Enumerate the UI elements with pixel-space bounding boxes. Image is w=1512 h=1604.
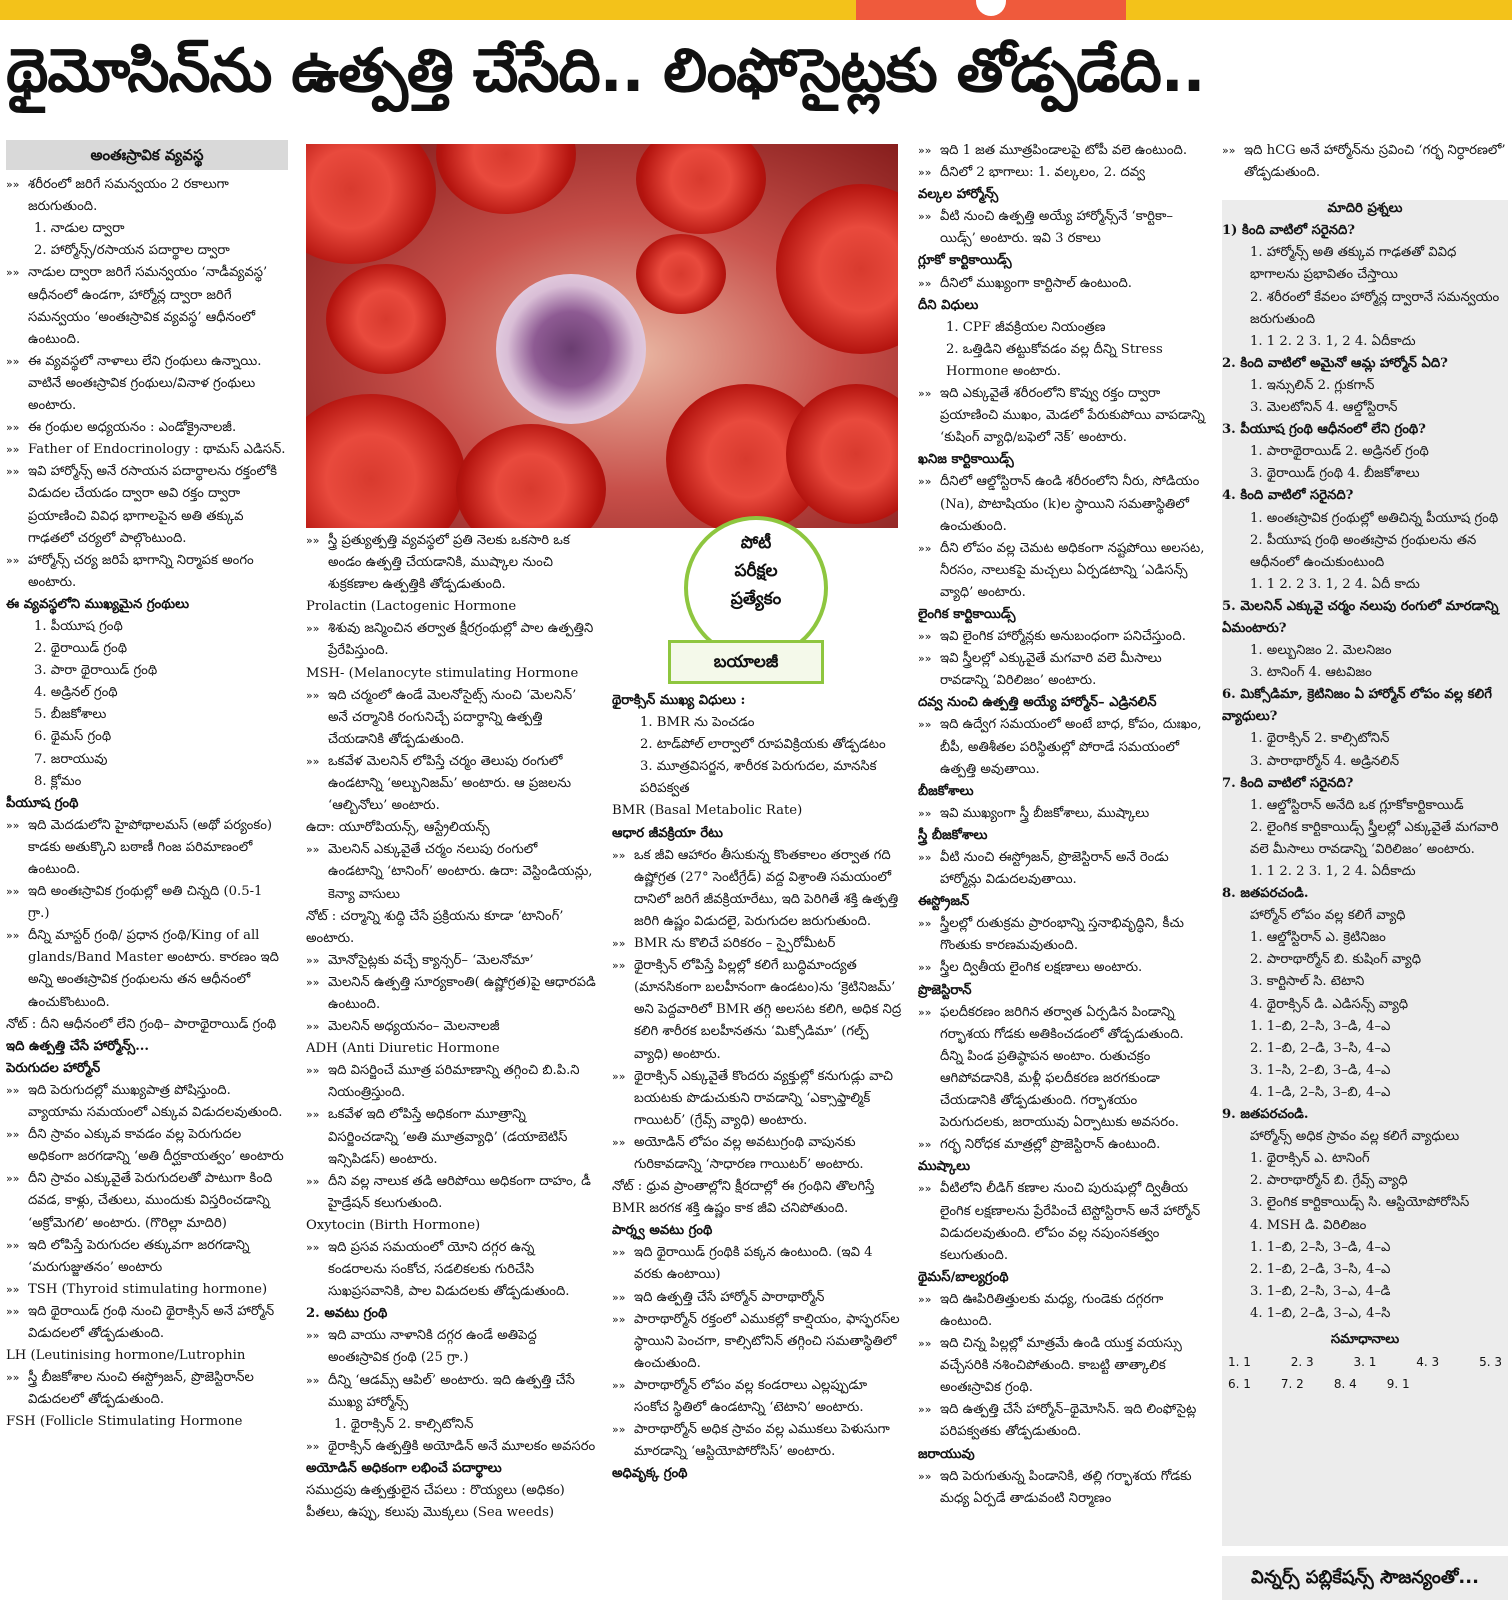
bullet-item: »» ఇది మెదడులోని హైపోథాలమస్ (అథో పర్యంకం) కాడకు అతుక్కొని బఠాణీ గింజ పరిమాణంలో ఉంటుంది. [6, 815, 288, 881]
text-line: 2. పీయూష గ్రంథి అంతఃస్రావ గ్రంథులను తన ఆధీనంలో ఉంచుకుంటుంది [1250, 532, 1477, 570]
text-line: 3. మెలటోనిన్ 4. ఆల్డోస్టిరాన్ [1250, 400, 1398, 416]
text-line: 3. పారాథార్మోన్ 4. అడ్రినలిన్ [1250, 753, 1400, 769]
bullet-item: »» ఇవి ముఖ్యంగా స్త్రీ బీజకోశాలు, ముష్కాలు [918, 803, 1208, 825]
column-3-body [612, 690, 902, 1485]
text-line: 1. పారాథైరాయిడ్ 2. అడ్రినల్ గ్రంథి [1250, 444, 1429, 460]
badge-line-3: ప్రత్యేకం [730, 589, 782, 609]
questions-list [1222, 220, 1508, 1325]
text-line: 1. అంతఃస్రావిక గ్రంథుల్లో అతిచిన్న పీయూష గ్రంథి [1250, 510, 1499, 526]
subheading: ప్రొజెస్టిరాన్ [918, 982, 972, 998]
column-4 [918, 140, 1208, 1600]
column-4-body [918, 140, 1208, 1510]
bullet-item: »» వీటి నుంచి ఈస్ట్రోజన్, ప్రొజెస్టిరాన్ అనే రెండు హార్మోన్లు విడుదలవుతాయి. [918, 847, 1208, 891]
text-line: Oxytocin (Birth Hormone) [306, 1217, 481, 1233]
bullet-item: »» ఇది థైరాయిడ్ గ్రంథికి పక్కన ఉంటుంది. (ఇవి 4 వరకు ఉంటాయి) [612, 1242, 902, 1286]
text-line: 7. జరాయువు [34, 751, 108, 767]
subheading: 7. కింది వాటిలో సరైనది? [1222, 775, 1354, 791]
text-line: హార్మోన్స్ అధిక స్రావం వల్ల కలిగే వ్యాధులు [1250, 1129, 1460, 1145]
text-line: BMR (Basal Metabolic Rate) [612, 803, 803, 819]
text-line: 3. మూత్రవిసర్జన, శారీరక పెరుగుదల, మానసిక పరిపక్వత [640, 759, 877, 797]
subheading: ఈస్ట్రోజన్ [918, 894, 970, 910]
bullet-item: »» స్త్రీ బీజకోశాల నుంచి ఈస్ట్రోజన్, ప్రొజెస్టిరాన్‌ల విడుదలలో తోడ్పడుతుంది. [6, 1367, 288, 1411]
text-line: ఉదా: యూరోపియన్స్, ఆస్ట్రేలియన్స్ [306, 820, 490, 836]
bullet-item: »» శరీరంలో జరిగే సమన్వయం 2 రకాలుగా జరుగుతుంది. [6, 174, 288, 218]
bullet-item: »» మెలనిన్ ఉత్పత్తి సూర్యకాంతి( ఉష్ణోగ్రత)పై ఆధారపడి ఉంటుంది. [306, 972, 596, 1016]
subheading: వల్కల హార్మోన్స్ [918, 187, 999, 203]
text-line: 5. బీజకోశాలు [34, 707, 107, 723]
answer: 6. 1 [1228, 1377, 1251, 1392]
text-line: 4. 1–డి, 2–సి, 3–బి, 4–ఎ [1250, 1084, 1391, 1100]
text-line: 1. థైరాక్సిన్ 2. కాల్సిటోనిన్ [334, 1416, 474, 1432]
bullet-item: »» గర్భ నిరోధక మాత్రల్లో ప్రొజెస్టిరాన్ ఉంటుంది. [918, 1134, 1208, 1156]
bullet-item: »» దీనిలో ముఖ్యంగా కార్టిసాల్ ఉంటుంది. [918, 273, 1208, 295]
blood-cells-image [306, 144, 898, 528]
text-line: 3. థైరాయిడ్ గ్రంథి 4. బీజకోశాలు [1250, 466, 1420, 482]
subheading: అయోడిన్ అధికంగా లభించే పదార్థాలు [306, 1460, 502, 1476]
bullet-item: »» వీటిలోని లీడిగ్ కణాల నుంచి పురుషుల్లో ద్వితీయ లైంగిక లక్షణాలను ప్రేరేపించే టెస్టోస్టిరాన్ అనే హార్మోన్ విడుదలవుతుంది. లోపం వల్ల నపుంసకత్వం కలుగుతుంది. [918, 1178, 1208, 1266]
text-line: 3. లైంగిక కార్టికాయిడ్స్ సి. ఆస్టియోపోరోసిస్ [1250, 1195, 1470, 1211]
text-line: 1. BMR ను పెంచడం [640, 715, 755, 731]
bullet-item: »» స్త్రీలల్లో రుతుక్రమ ప్రారంభాన్ని స్తనాభివృద్ధిని, కీచు గొంతుకు కారణమవుతుంది. [918, 913, 1208, 957]
bullet-item: »» Father of Endocrinology : థామస్ ఎడిసన్. [6, 439, 288, 461]
bullet-item: »» మెలనిన్ ఎక్కువైతే చర్మం నలుపు రంగులో ఉండటాన్ని ‘టానింగ్’ అంటారు. ఉదా: వెస్టిండియన్లు, కెన్యా వాసులు [306, 839, 596, 905]
text-line: 2. 1–బి, 2–డి, 3–సి, 4–ఎ [1250, 1261, 1391, 1277]
text-line: 1. ఇన్సులిన్ 2. గ్లుకగాన్ [1250, 377, 1375, 393]
text-line: 1. ఆల్డోస్టిరాన్ ఎ. క్రెటినిజం [1250, 930, 1386, 946]
text-line: 1. అల్బునిజం 2. మెలనిజం [1250, 643, 1392, 659]
answer: 1. 1 [1228, 1355, 1251, 1370]
bullet-item: »» ఇది వాయు నాళానికి దగ్గర ఉండే అతిపెద్ద అంతఃస్రావిక గ్రంథి (25 గ్రా.) [306, 1325, 596, 1369]
bullet-item: »» ఇది చిన్న పిల్లల్లో మాత్రమే ఉండి యుక్త వయస్సు వచ్చేసరికి నశించిపోతుంది. కాబట్టి తాత్కాలిక అంతఃస్రావిక గ్రంథి. [918, 1333, 1208, 1399]
text-line: FSH (Follicle Stimulating Hormone [6, 1414, 243, 1430]
bullet-item: »» ఈ వ్యవస్థలో నాళాలు లేని గ్రంథులు ఉన్నాయి. వాటినే అంతఃస్రావిక గ్రంథులు/వినాళ గ్రంథులు అంటారు. [6, 351, 288, 417]
bullet-item: »» దీనిలో ఆల్డోస్టిరాన్ ఉండి శరీరంలోని నీరు, సోడియం (Na), పొటాషియం (k)ల స్థాయిని సమతాస్థితిలో ఉంచుతుంది. [918, 471, 1208, 537]
bullet-item: »» మోనోసైట్లకు వచ్చే క్యాన్సర్– ‘మెలనోమా’ [306, 950, 596, 972]
bullet-item: »» ఇది పెరుగుతున్న పిండానికి, తల్లి గర్భాశయ గోడకు మధ్య ఏర్పడే తాడువంటి నిర్మాణం [918, 1466, 1208, 1510]
text-line: 3. 1–సి, 2–బి, 3–డి, 4–ఎ [1250, 1062, 1391, 1078]
answers-row-1 [1222, 1351, 1508, 1373]
bullet-item: »» ఇవి స్త్రీలల్లో ఎక్కువైతే మగవారి వలె మీసాలు రావడాన్ని ‘విరిలిజం’ అంటారు. [918, 648, 1208, 692]
answer: 9. 1 [1386, 1377, 1410, 1392]
subheading: దీని విధులు [918, 297, 979, 313]
bullet-item: »» దీన్ని మాస్టర్ గ్రంథి/ ప్రధాన గ్రంథి/King of all glands/Band Master అంటారు. కారణం ఇది అన్ని అంతఃస్రావిక గ్రంథులను తన ఆధీనంలో ఉంచుకొంటుంది. [6, 925, 288, 1013]
bullet-item: »» ఇది ప్రసవ సమయంలో యోని దగ్గర ఉన్న కండరాలను సంకోచ, సడలికలకు గురిచేసి సుఖప్రసవానికి, పాల విడుదలకు తోడ్పడుతుంది. [306, 1237, 596, 1303]
subheading: 3. పీయూష గ్రంథి ఆధీనంలో లేని గ్రంథి? [1222, 422, 1426, 438]
column-2-body [306, 530, 596, 1524]
text-line: 1. పీయూష గ్రంథి [34, 618, 123, 634]
red-blood-cell [306, 144, 436, 264]
subheading: అధివృక్క గ్రంథి [612, 1466, 688, 1482]
subheading: థైరాక్సిన్ ముఖ్య విధులు : [612, 693, 746, 708]
text-line: 1. థైరాక్సిన్ ఎ. టానింగ్ [1250, 1151, 1370, 1167]
text-line: 2. లైంగిక కార్టికాయిడ్స్ స్త్రీలల్లో ఎక్కువైతే మగవారి వలె మీసాలు రావడాన్ని ‘విరిలిజం’ అంటారు. [1250, 819, 1499, 857]
text-line: 1. థైరాక్సిన్ 2. కాల్సిటోనిన్ [1250, 731, 1390, 747]
subheading: పీయూష గ్రంథి [6, 795, 79, 811]
text-line: 1. 1–బి, 2–సి, 3–డి, 4–ఎ [1250, 1239, 1391, 1255]
red-blood-cell [636, 144, 766, 234]
bullet-item: »» ఇది లోపిస్తే పెరుగుదల తక్కువగా జరగడాన్ని ‘మరుగుజ్జుతనం’ అంటారు [6, 1235, 288, 1279]
subheading: జరాయువు [918, 1446, 975, 1462]
column-1 [6, 140, 288, 1600]
bullet-item: »» థైరాక్సిన్ ఉత్పత్తికి అయోడిన్ అనే మూలకం అవసరం [306, 1436, 596, 1458]
text-line: 1. 1 2. 2 3. 1, 2 4. ఏదీకాదు [1250, 864, 1416, 879]
bullet-item: »» ఇది ఉత్పత్తి చేసే హార్మోన్–థైమోసిన్. ఇది లింఫోసైట్ల పరిపక్వతకు తోడ్పడుతుంది. [918, 1399, 1208, 1443]
subheading: గ్లూకో కార్టికాయిడ్స్ [918, 253, 1012, 269]
text-line: హార్మోన్ లోపం వల్ల కలిగే వ్యాధి [1250, 908, 1406, 924]
bullet-item: »» ఇది చర్మంలో ఉండే మెలనోసైట్స్ నుంచి ‘మెలనిన్’ అనే చర్మానికి రంగునిచ్చే పదార్థాన్ని ఉత్పత్తి చేయడానికి తోడ్పడుతుంది. [306, 685, 596, 751]
subheading: 2. అవటు గ్రంథి [306, 1306, 388, 1322]
bullet-item: »» ఫలదీకరణం జరిగిన తర్వాత ఏర్పడిన పిండాన్ని గర్భాశయ గోడకు అతికించడంలో తోడ్పడుతుంది. దీన్ని పిండ ప్రతిష్ఠాపన అంటాం. రుతుచక్రం ఆగిపోవడానికి, మళ్లీ ఫలదీకరణ జరగకుండా చేయడానికి తోడ్పడుతుంది. గర్భాశయం పెరుగుదలకు, జరాయువు ఏర్పాటుకు అవసరం. [918, 1002, 1208, 1135]
subheading: 1) కింది వాటిలో సరైనది? [1222, 223, 1356, 239]
bullet-item: »» పారాథార్మోన్ లోపం వల్ల కండరాలు ఎల్లప్పుడూ సంకోచ స్థితిలో ఉండటాన్ని ‘టెటాని’ అంటారు. [612, 1375, 902, 1419]
answer: 8. 4 [1333, 1377, 1357, 1392]
subheading: ఆధార జీవక్రియా రేటు [612, 825, 723, 841]
subheading: స్త్రీ బీజకోశాలు [918, 827, 988, 843]
bullet-item: »» ఇది పెరుగుదల్లో ముఖ్యపాత్ర పోషిస్తుంది. వ్యాయామ సమయంలో ఎక్కువ విడుదలవుతుంది. [6, 1080, 288, 1124]
bullet-item: »» ఇది థైరాయిడ్ గ్రంథి నుంచి థైరాక్సిన్ అనే హార్మోన్ విడుదలలో తోడ్పడుతుంది. [6, 1301, 288, 1345]
subheading: పెరుగుదల హార్మోన్ [6, 1060, 101, 1076]
text-line: 2. పారాథార్మోన్ బి. గ్రేవ్స్ వ్యాధి [1250, 1173, 1408, 1189]
bullet-item: »» థైరాక్సిన్ ఎక్కువైతే కొందరు వ్యక్తుల్లో కనుగుడ్లు వాచి బయటకు పొడుచుకుని రావడాన్ని ‘ఎక్సాఫ్తాల్మిక్ గాయిటర్’ (గ్రేవ్స్ వ్యాధి) అంటారు. [612, 1066, 902, 1132]
text-line: 1. CPF జీవక్రియల నియంత్రణ [946, 319, 1106, 335]
bullet-item: »» మెలనిన్ అధ్యయనం– మెలనాలజీ [306, 1016, 596, 1038]
subheading: థైమస్/బాల్యగ్రంథి [918, 1269, 1009, 1285]
publisher-credit: విన్నర్స్ పబ్లికేషన్స్ సౌజన్యంతో... [1222, 1556, 1508, 1600]
answer: 5. 3 [1479, 1355, 1502, 1370]
text-line: నోట్ : ధ్రువ ప్రాంతాల్లోని క్షీరదాల్లో ఈ గ్రంథిని తొలగిస్తే BMR జరగక శక్తి ఉష్ణం కాక జీవి చనిపోతుంది. [612, 1179, 875, 1217]
bullet-item: »» ఇది ఎక్కువైతే శరీరంలోని కొవ్వు రక్తం ద్వారా ప్రయాణించి ముఖం, మెడలో పేరుకుపోయి వాపడాన్ని ‘కుషింగ్ వ్యాధి/బఫెలో నెక్’ అంటారు. [918, 383, 1208, 449]
section-heading: అంతఃస్రావిక వ్యవస్థ [6, 140, 288, 170]
bullet-item: »» ఇది ఊపిరితిత్తులకు మధ్య, గుండెకు దగ్గరగా ఉంటుంది. [918, 1289, 1208, 1333]
text-line: 2. హార్మోన్స్/రసాయన పదార్థాల ద్వారా [34, 243, 230, 259]
text-line: 1. ఆల్డోస్టిరాన్ అనేది ఒక గ్లూకోకార్టికాయిడ్ [1250, 797, 1464, 813]
text-line: 2. థైరాయిడ్ గ్రంథి [34, 641, 128, 657]
bullet-item: »» ఒకవేళ ఇది లోపిస్తే అధికంగా మూత్రాన్ని విసర్జించడాన్ని ‘అతి మూత్రవ్యాధి’ (డయాబెటిస్ ఇన్సిపిడస్) అంటారు. [306, 1104, 596, 1170]
bullet-item: »» దీని స్రావం ఎక్కువైతే పెరుగుదలతో పాటుగా కింది దవడ, కాళ్లు, చేతులు, ముందుకు విస్తరించడాన్ని ‘అక్రోమెగలి’ అంటారు. (గొరిల్లా మాదిరి) [6, 1168, 288, 1234]
text-line: 4. 1–బి, 2–డి, 3–ఎ, 4–సి [1250, 1305, 1391, 1321]
bullet-item: »» దీని వల్ల నాలుక తడి ఆరిపోయి అధికంగా దాహం, డీ హైడ్రేషన్ కలుగుతుంది. [306, 1171, 596, 1215]
text-line: 1. 1–బి, 2–సి, 3–డి, 4–ఎ [1250, 1018, 1391, 1034]
subheading: 9. జతపరచండి. [1222, 1107, 1309, 1123]
bullet-item: »» పారాథార్మోన్ రక్తంలో ఎముకల్లో కాల్షియం, ఫాస్ఫరస్‌ల స్థాయిని పెంచగా, కాల్సిటోనిన్ తగ్గించి సమతాస్థితిలో ఉంచుతుంది. [612, 1309, 902, 1375]
text-line: 1. 1 2. 2 3. 1, 2 4. ఏదీకాదు [1250, 333, 1416, 349]
subheading: పార్శ్వ అవటు గ్రంథి [612, 1223, 713, 1239]
subheading: 4. కింది వాటిలో సరైనది? [1222, 488, 1354, 504]
column-1-body [6, 174, 288, 1433]
headline: థైమోసిన్‌ను ఉత్పత్తి చేసేది.. లింఫోసైట్లకు తోడ్పడేది.. [6, 36, 1205, 106]
text-line: 2. టాడ్‌పోల్ లార్వాలో రూపవిక్రియకు తోడ్పడటం [640, 737, 886, 753]
text-line: 4. MSH డి. విరిలిజం [1250, 1217, 1367, 1233]
bullet-item: »» థైరాక్సిన్ లోపిస్తే పిల్లల్లో కలిగే బుద్ధిమాంద్యత (మానసికంగా బలహీనంగా ఉండటం)ను ‘క్రెటినిజమ్’ అని పెద్దవారిలో BMR తగ్గి అలసట కలిగి, అధిక నిద్ర కలిగి శారీరక బలహీనతను ‘మిక్సోడిమా’ (గల్ప్ వ్యాధి) అంటారు. [612, 955, 902, 1065]
bullet-item: »» దీనిలో 2 భాగాలు: 1. వల్కలం, 2. దవ్వ [918, 162, 1208, 184]
text-line: 3. 1–బి, 2–సి, 3–ఎ, 4–డి [1250, 1283, 1391, 1299]
bullet-item: »» ఇవి లైంగిక హార్మోన్లకు అనుబంధంగా పనిచేస్తుంది. [918, 626, 1208, 648]
text-line: నోట్ : చర్మాన్ని శుద్ధి చేసే ప్రక్రియను కూడా ‘టానింగ్’ అంటారు. [306, 908, 564, 946]
column-5 [1222, 140, 1508, 1550]
subheading: 5. మెలనిన్ ఎక్కువై చర్మం నలుపు రంగులో మారడాన్ని ఏమంటారు? [1222, 598, 1499, 636]
top-color-bar [0, 0, 1512, 20]
questions-title: మాదిరి ప్రశ్నలు [1327, 201, 1403, 217]
subheading: బీజకోశాలు [918, 783, 974, 799]
bullet-item: »» ఒక జీవి ఆహారం తీసుకున్న కొంతకాలం తర్వాత గది ఉష్ణోగ్రత (27° సెంటీగ్రేడ్) వద్ద విశ్రాంతి సమయంలో దానిలో జరిగే జీవక్రియారేటు, ఇది పెరిగితే శక్తి ఉత్పత్తి జరిగి ఉష్ణం విడుదలై, పెరుగుదల జరుగుతుంది. [612, 845, 902, 933]
bullet-item: »» ఈ గ్రంథుల అధ్యయనం : ఎండోక్రైనాలజీ. [6, 417, 288, 439]
bullet-item: »» దీని స్రావం ఎక్కువ కావడం వల్ల పెరుగుదల అధికంగా జరగడాన్ని ‘అతి దీర్ఘకాయత్వం’ అంటారు [6, 1124, 288, 1168]
answer: 7. 2 [1280, 1377, 1304, 1392]
text-line: 1. నాడుల ద్వారా [34, 221, 125, 237]
bullet-item: »» స్త్రీ ప్రత్యుత్పత్తి వ్యవస్థలో ప్రతి నెలకు ఒకసారి ఒక అండం ఉత్పత్తి చేయడానికి, ముష్కాల నుంచి శుక్రకణాల ఉత్పత్తికి తోడ్పడుతుంది. [306, 530, 596, 596]
bullet-item: »» ఇవి హార్మోన్స్ అనే రసాయన పదార్థాలను రక్తంలోకి విడుదల చేయడం ద్వారా అవి రక్తం ద్వారా ప్రయాణించి వివిధ భాగాలపైన అతి తక్కువ గాఢతలో చర్యలో పాల్గొంటుంది. [6, 461, 288, 549]
bullet-item: »» శిశువు జన్మించిన తర్వాత క్షీరగ్రంథుల్లో పాల ఉత్పత్తిని ప్రేరేపిస్తుంది. [306, 618, 596, 662]
bullet-item: »» దీన్ని ‘ఆడమ్స్ ఆపిల్’ అంటారు. ఇది ఉత్పత్తి చేసే ముఖ్య హార్మోన్స్ [306, 1370, 596, 1414]
bullet-item: »» ఇది 1 జత మూత్రపిండాలపై టోపీ వలె ఉంటుంది. [918, 140, 1208, 162]
bullet-item: »» ఇది విసర్జించే మూత్ర పరిమాణాన్ని తగ్గించి బి.పి.ని నియంత్రిస్తుంది. [306, 1060, 596, 1104]
subheading: 8. జతపరచండి. [1222, 886, 1309, 902]
subheading: ఇది ఉత్పత్తి చేసే హార్మోన్స్... [6, 1038, 149, 1054]
text-line: ADH (Anti Diuretic Hormone [306, 1041, 500, 1057]
text-line: 3. కార్టిసాల్ సి. టెటాని [1250, 974, 1365, 990]
competitive-exam-badge [684, 516, 828, 676]
red-blood-cell [306, 394, 466, 528]
text-line: 6. థైమస్ గ్రంథి [34, 729, 112, 745]
bullet-item: »» స్త్రీల ద్వితీయ లైంగిక లక్షణాలు అంటారు. [918, 957, 1208, 979]
text-line: 1. హార్మోన్స్ అతి తక్కువ గాఢతతో వివిధ భాగాలను ప్రభావితం చేస్తాయి [1250, 245, 1457, 283]
bullet-item: »» అయోడిన్ లోపం వల్ల అవటుగ్రంథి వాపునకు గురికావడాన్ని ‘సాధారణ గాయిటర్’ అంటారు. [612, 1132, 902, 1176]
bullet-item: »» వీటి నుంచి ఉత్పత్తి అయ్యే హార్మోన్స్‌నే ‘కార్టికా–యిడ్స్’ అంటారు. ఇవి 3 రకాలు [918, 206, 1208, 250]
text-line: MSH- (Melanocyte stimulating Hormone [306, 665, 579, 681]
column-3 [612, 690, 902, 1600]
red-blood-cell [636, 234, 726, 314]
red-blood-cell [456, 424, 606, 528]
text-line: LH (Leutinising hormone/Lutrophin [6, 1348, 246, 1364]
subheading: లైంగిక కార్టికాయిడ్స్ [918, 606, 1016, 622]
bullet-item: »» పారాథార్మోన్ అధిక స్రావం వల్ల ఎముకలు పెళుసుగా మారడాన్ని ‘ఆస్టియోపోరోసిస్’ అంటారు. [612, 1419, 902, 1463]
bullet-item: »» ఇది ఉద్వేగ సమయంలో అంటే బాధ, కోపం, దుఃఖం, బీపీ, అతిశీతల పరిస్థితుల్లో పోరాడే సమయంలో ఉత్పత్తి అవుతాయి. [918, 714, 1208, 780]
badge-subject: బయాలజీ [668, 640, 824, 684]
text-line: నోట్ : దీని ఆధీనంలో లేని గ్రంథి– పారాథైరాయిడ్ గ్రంథి [6, 1016, 277, 1032]
text-line: 3. పారా థైరాయిడ్ గ్రంథి [34, 663, 158, 679]
text-line: 2. శరీరంలో కేవలం హార్మోన్ల ద్వారానే సమన్వయం జరుగుతుంది [1250, 289, 1500, 327]
text-line: 1. 1 2. 2 3. 1, 2 4. ఏదీ కాదు [1250, 576, 1420, 592]
answers-row-2 [1222, 1373, 1508, 1395]
text-line: 2. పారాథార్మోన్ బి. కుషింగ్ వ్యాధి [1250, 952, 1422, 968]
bullet-item: »» ఒకవేళ మెలనిన్ లోపిస్తే చర్మం తెలుపు రంగులో ఉండటాన్ని ‘అల్బునిజమ్’ అంటారు. ఆ ప్రజలను ‘ఆల్బినోలు’ అంటారు. [306, 751, 596, 817]
subheading: ఈ వ్యవస్థలోని ముఖ్యమైన గ్రంథులు [6, 596, 190, 612]
text-line: 4. అడ్రినల్ గ్రంథి [34, 685, 118, 701]
text-line: 2. 1–బి, 2–డి, 3–సి, 4–ఎ [1250, 1040, 1391, 1056]
hcg-note: »» ఇది hCG అనే హార్మోన్‌ను స్రవించి ‘గర్భ నిర్ధారణలో’ తోడ్పడుతుంది. [1222, 140, 1508, 184]
badge-line-2: పరీక్షల [734, 561, 778, 581]
bullet-item: »» దీని లోపం వల్ల చెమట అధికంగా నష్టపోయి అలసట, నీరసం, నాలుకపై మచ్చలు ఏర్పడటాన్ని ‘ఎడిసన్స్ వ్యాధి’ అంటారు. [918, 538, 1208, 604]
red-blood-cell [326, 264, 446, 374]
bullet-item: »» ఇది అంతఃస్రావిక గ్రంథుల్లో అతి చిన్నది (0.5-1 గ్రా.) [6, 881, 288, 925]
bullet-item: »» నాడుల ద్వారా జరిగే సమన్వయం ‘నాడీవ్యవస్థ’ ఆధీనంలో ఉండగా, హార్మోన్ల ద్వారా జరిగే సమన్వయం ‘అంతఃస్రావిక వ్యవస్థ’ ఆధీనంలో ఉంటుంది. [6, 262, 288, 350]
subheading: దవ్వ నుంచి ఉత్పత్తి అయ్యే హార్మోన్– ఎడ్రినలిన్ [918, 695, 1157, 711]
text-line: 8. క్లోమం [34, 773, 82, 789]
subheading: ఖనిజ కార్టికాయిడ్స్ [918, 452, 1014, 468]
bullet-item: »» హార్మోన్స్ చర్య జరిపే భాగాన్ని నిర్మాపక అంగం అంటారు. [6, 550, 288, 594]
column-2 [306, 530, 596, 1600]
bullet-item: »» TSH (Thyroid stimulating hormone) [6, 1279, 288, 1301]
answer: 4. 3 [1416, 1355, 1440, 1370]
answer: 2. 3 [1290, 1355, 1314, 1370]
red-blood-cell [776, 184, 898, 354]
red-blood-cell [436, 144, 576, 214]
subheading: 2. కింది వాటిలో అమైనో ఆమ్ల హార్మోన్ ఏది? [1222, 355, 1448, 371]
badge-line-1: పోటీ [740, 533, 772, 553]
subheading: 6. మిక్సోడిమా, క్రెటినిజం ఏ హార్మోన్ లోపం వల్ల కలిగే వ్యాధులు? [1222, 687, 1492, 725]
text-line: 3. టానింగ్ 4. ఆటవిజం [1250, 665, 1372, 681]
bullet-item: »» BMR ను కొలిచే పరికరం – స్పైరోమీటర్ [612, 933, 902, 955]
text-line: సముద్రపు ఉత్పత్తులైన చేపలు : రొయ్యలు (అధికం) పీతలు, ఉప్పు, కలుపు మొక్కలు (Sea weeds) [306, 1483, 565, 1521]
text-line: 2. ఒత్తిడిని తట్టుకోవడం వల్ల దీన్ని Stress Hormone అంటారు. [946, 341, 1163, 379]
subheading: ముష్కాలు [918, 1159, 971, 1175]
text-line: Prolactin (Lactogenic Hormone [306, 599, 517, 615]
bullet-item: »» ఇది ఉత్పత్తి చేసే హార్మోన్ పారాథార్మోన్ [612, 1287, 902, 1309]
badge-circle [684, 516, 828, 660]
answers-title: సమాధానాలు [1330, 1331, 1400, 1347]
answer: 3. 1 [1353, 1355, 1377, 1370]
white-blood-cell [496, 274, 646, 424]
text-line: 4. థైరాక్సిన్ డి. ఎడిసన్స్ వ్యాధి [1250, 996, 1409, 1012]
